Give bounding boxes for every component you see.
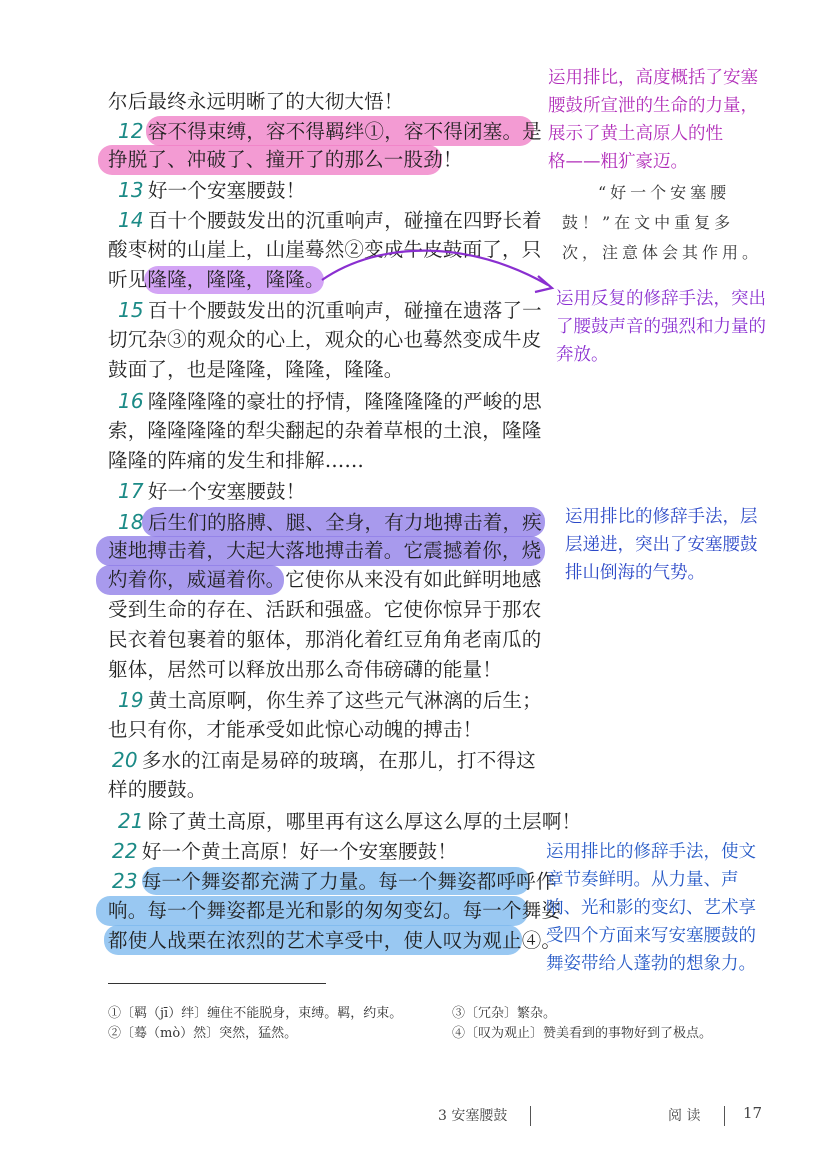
margin-note-1: 运用排比，高度概括了安塞 腰鼓所宣泄的生命的力量， 展示了黄土高原人的性 格——粗犷豪迈。 [548,68,758,172]
paragraph-number: 22 [112,839,138,863]
body-line: 也只有你，才能承受如此惊心动魄的搏击！ [108,718,483,741]
body-line: 酸枣树的山崖上，山崖蓦然②变成牛皮鼓面了，只 [108,238,542,261]
body-line: 躯体，居然可以释放出那么奇伟磅礴的能量！ [108,658,503,681]
body-line: 14 百十个腰鼓发出的沉重响声，碰撞在四野长着 [118,208,542,232]
footnote-1: ①〔羁（jī）绊〕缠住不能脱身，束缚。羁，约束。 [108,1006,403,1021]
body-line: 响。每一个舞姿都是光和影的匆匆变幻。每一个舞姿 [108,899,562,922]
body-line: 都使人战栗在浓烈的艺术享受中，使人叹为观止④。 [108,929,562,952]
paragraph-number: 13 [118,178,144,202]
body-line: 速地搏击着，大起大落地搏击着。它震撼着你，烧 [108,539,542,562]
side-tip-line: “好一个安塞腰 [598,183,731,202]
paragraph-number: 19 [118,688,144,712]
paragraph-number: 21 [118,809,144,833]
side-tip-line: 鼓！”在文中重复多 [562,213,735,232]
footnote-4: ④〔叹为观止〕赞美看到的事物好到了极点。 [452,1026,713,1041]
margin-note-4: 运用排比的修辞手法，使文 章节奏鲜明。从力量、声 响、光和影的变幻、艺术享 受四个方面来写安塞腰鼓的 舞姿带给人蓬勃的想象力。 [546,842,756,974]
body-line: 23 每一个舞姿都充满了力量。每一个舞姿都呼呼作 [112,869,556,893]
margin-note-2: 运用反复的修辞手法，突出 了腰鼓声音的强烈和力量的 奔放。 [556,289,766,365]
body-line: 13 好一个安塞腰鼓！ [118,178,306,202]
body-line: 16 隆隆隆隆的豪壮的抒情，隆隆隆隆的严峻的思 [118,389,542,413]
footnote-3: ③〔冗杂〕繁杂。 [452,1006,557,1021]
body-line: 18 后生们的胳膊、腿、全身，有力地搏击着，疾 [118,510,542,534]
body-line: 索，隆隆隆隆的犁尖翻起的杂着草根的土浪，隆隆 [108,419,542,442]
footer-lesson-title: 3 安塞腰鼓 [438,1108,508,1124]
paragraph-number: 20 [112,748,138,772]
body-line: 鼓面了，也是隆隆，隆隆，隆隆。 [108,358,404,381]
footer-divider [724,1106,725,1126]
body-line: 切冗杂③的观众的心上，观众的心也蓦然变成牛皮 [108,328,542,351]
body-line: 22 好一个黄土高原！好一个安塞腰鼓！ [112,839,458,863]
paragraph-number: 23 [112,869,138,893]
footer-divider [530,1106,531,1126]
paragraph-number: 17 [118,479,144,503]
footnote-divider [108,983,326,984]
body-line: 挣脱了、冲破了、撞开了的那么一股劲！ [108,148,463,171]
side-tip-line: 次，注意体会其作用。 [562,243,763,262]
body-line: 隆隆的阵痛的发生和排解…… [108,449,365,472]
body-line: 听见隆隆，隆隆，隆隆。 [108,268,325,291]
body-line: 21 除了黄土高原，哪里再有这么厚这么厚的土层啊！ [118,809,582,833]
body-line: 样的腰鼓。 [108,778,207,801]
footnote-2: ②〔蓦（mò）然〕突然，猛然。 [108,1026,298,1041]
body-line: 民衣着包裹着的躯体，那消化着红豆角角老南瓜的 [108,628,542,651]
paragraph-number: 16 [118,389,144,413]
body-line: 17 好一个安塞腰鼓！ [118,479,306,503]
body-line: 受到生命的存在、活跃和强盛。它使你惊异于那农 [108,598,542,621]
paragraph-number: 15 [118,298,144,322]
body-line: 尔后最终永远明晰了的大彻大悟！ [108,90,404,113]
body-line: 12 容不得束缚，容不得羁绊①，容不得闭塞。是 [118,119,542,143]
margin-note-3: 运用排比的修辞手法，层 层递进，突出了安塞腰鼓 排山倒海的气势。 [565,507,758,583]
footer-section: 阅 读 [668,1108,701,1124]
paragraph-number: 14 [118,208,144,232]
body-line: 19 黄土高原啊，你生养了这些元气淋漓的后生； [118,688,542,712]
paragraph-number: 18 [118,510,144,534]
body-line: 15 百十个腰鼓发出的沉重响声，碰撞在遗落了一 [118,298,542,322]
page-number: 17 [743,1104,763,1122]
body-line: 20 多水的江南是易碎的玻璃，在那儿，打不得这 [112,748,536,772]
paragraph-number: 12 [118,119,144,143]
body-line: 灼着你，威逼着你。它使你从来没有如此鲜明地感 [108,568,542,591]
